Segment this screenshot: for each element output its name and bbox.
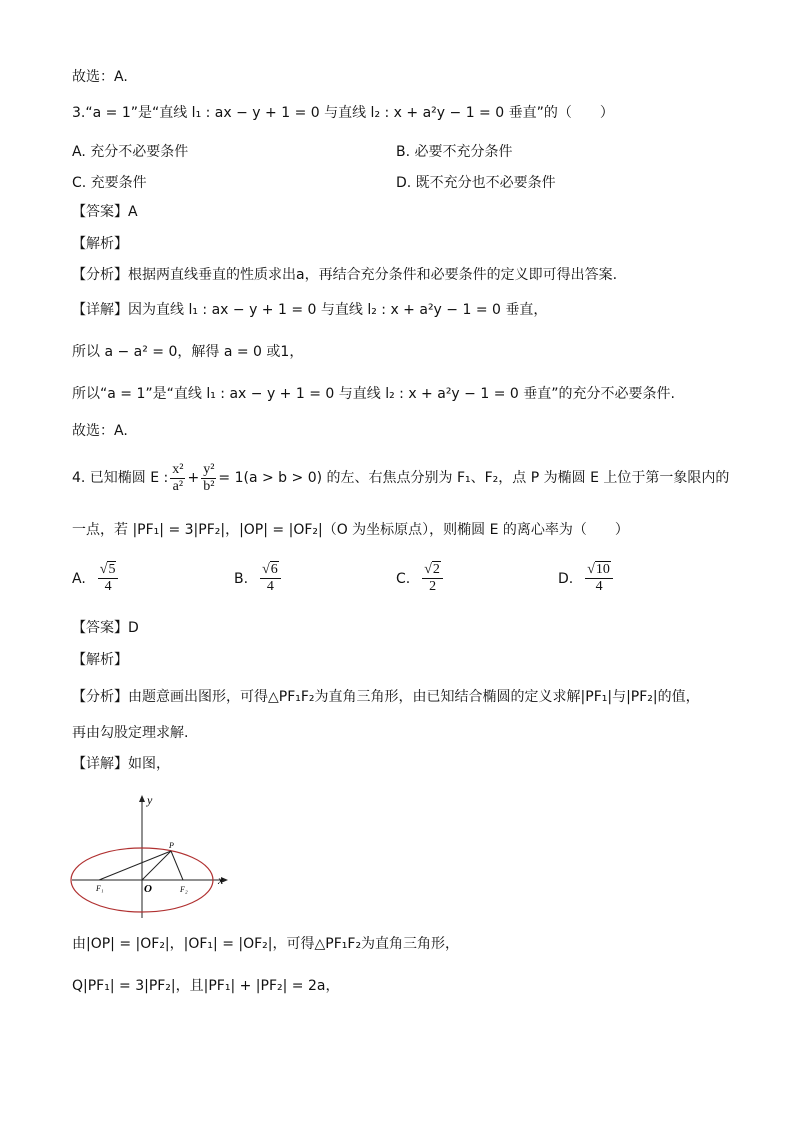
- fraction-denominator: a²: [172, 478, 184, 494]
- label-p: P: [169, 841, 174, 850]
- q3-option-a: A. 充分不必要条件: [72, 144, 189, 160]
- option-label: B.: [234, 570, 249, 587]
- option-label: C.: [396, 570, 411, 587]
- q3-fenxi: 【分析】根据两直线垂直的性质求出a，再结合充分条件和必要条件的定义即可得出答案.: [72, 267, 618, 283]
- fraction-denominator: 2: [429, 579, 437, 594]
- option-label: A.: [72, 570, 86, 587]
- segment-f1-p: [99, 851, 171, 880]
- fraction-numerator: √2: [422, 562, 443, 579]
- q4-option-c: [396, 562, 445, 595]
- radicand: 5: [108, 562, 116, 577]
- fraction-numerator: y²: [203, 461, 215, 477]
- fraction-denominator: 4: [595, 579, 603, 594]
- option-fraction: [98, 562, 119, 595]
- radicand: 2: [432, 562, 440, 577]
- fraction-denominator: b²: [203, 478, 215, 494]
- label-o: O: [144, 883, 152, 895]
- q3-line-2: 所以 a − a² = 0，解得 a = 0 或1，: [72, 344, 304, 360]
- fraction-x2-a2: [170, 462, 185, 495]
- fraction-denominator: 4: [266, 579, 274, 594]
- fraction-numerator: √5: [98, 562, 119, 579]
- question-3-stem: 3.“a = 1”是“直线 l₁ : ax − y + 1 = 0 与直线 l₂ : x + a²y − 1 = 0 垂直”的（ ）: [72, 105, 614, 121]
- q4-fenxi: 【分析】由题意画出图形，可得△PF₁F₂为直角三角形，由已知结合椭圆的定义求解|PF₁|与|PF₂|的值，: [72, 689, 700, 705]
- q4-answer: 【答案】D: [72, 620, 139, 636]
- text-line: 故选：A.: [72, 69, 128, 85]
- option-label: D.: [558, 570, 574, 587]
- radicand: 6: [270, 562, 278, 577]
- q3-option-b: B. 必要不充分条件: [396, 144, 513, 160]
- option-fraction: [260, 562, 281, 595]
- label-x: x: [218, 873, 224, 887]
- q3-analysis-heading: 【解析】: [72, 236, 128, 252]
- segment-p-f2: [171, 851, 183, 880]
- label-f2: F₂: [180, 885, 188, 894]
- ellipse-figure: [68, 790, 238, 920]
- label-y: y: [147, 793, 153, 807]
- q3-xiangjie: 【详解】因为直线 l₁ : ax − y + 1 = 0 与直线 l₂ : x + a²y − 1 = 0 垂直，: [72, 302, 548, 318]
- q4-option-a: [72, 562, 120, 595]
- q4-option-b: [234, 562, 283, 595]
- q3-line-3: 所以“a = 1”是“直线 l₁ : ax − y + 1 = 0 与直线 l₂ : x + a²y − 1 = 0 垂直”的充分不必要条件.: [72, 386, 675, 402]
- q4-line-2: Q|PF₁| = 3|PF₂|，且|PF₁| + |PF₂| = 2a，: [72, 978, 340, 994]
- label-f1: F₁: [96, 884, 104, 893]
- q3-option-c: C. 充要条件: [72, 175, 147, 191]
- q3-answer: 【答案】A: [72, 204, 138, 220]
- q4-xiangjie: 【详解】如图，: [72, 756, 170, 772]
- segment-o-p: [142, 851, 171, 880]
- q4-line-1: 由|OP| = |OF₂|，|OF₁| = |OF₂|，可得△PF₁F₂为直角三角形，: [72, 936, 460, 952]
- fraction-y2-b2: [201, 462, 216, 495]
- q4-option-d: [558, 562, 615, 595]
- question-4-stem: [72, 460, 729, 496]
- q3-end: 故选：A.: [72, 423, 128, 439]
- option-fraction: [585, 562, 613, 595]
- fraction-numerator: x²: [172, 461, 184, 477]
- fraction-numerator: √6: [260, 562, 281, 579]
- fraction-numerator: √10: [585, 562, 613, 579]
- q4-stem-a: 4. 已知椭圆 E :: [72, 470, 169, 486]
- q4-stem-b: = 1(a > b > 0) 的左、右焦点分别为 F₁、F₂，点 P 为椭圆 E 上位于第一象限内的: [218, 470, 730, 486]
- option-fraction: [422, 562, 443, 595]
- fraction-denominator: 4: [104, 579, 112, 594]
- q4-analysis-heading: 【解析】: [72, 652, 128, 668]
- q4-stem-c: 一点，若 |PF₁| = 3|PF₂|，|OP| = |OF₂|（O 为坐标原点），则椭圆 E 的离心率为（ ）: [72, 522, 629, 538]
- y-axis-arrow: [139, 795, 145, 802]
- q3-option-d: D. 既不充分也不必要条件: [396, 175, 556, 191]
- radicand: 10: [595, 562, 610, 577]
- plus-sign: +: [187, 470, 200, 486]
- q4-fenxi-2: 再由勾股定理求解.: [72, 725, 189, 741]
